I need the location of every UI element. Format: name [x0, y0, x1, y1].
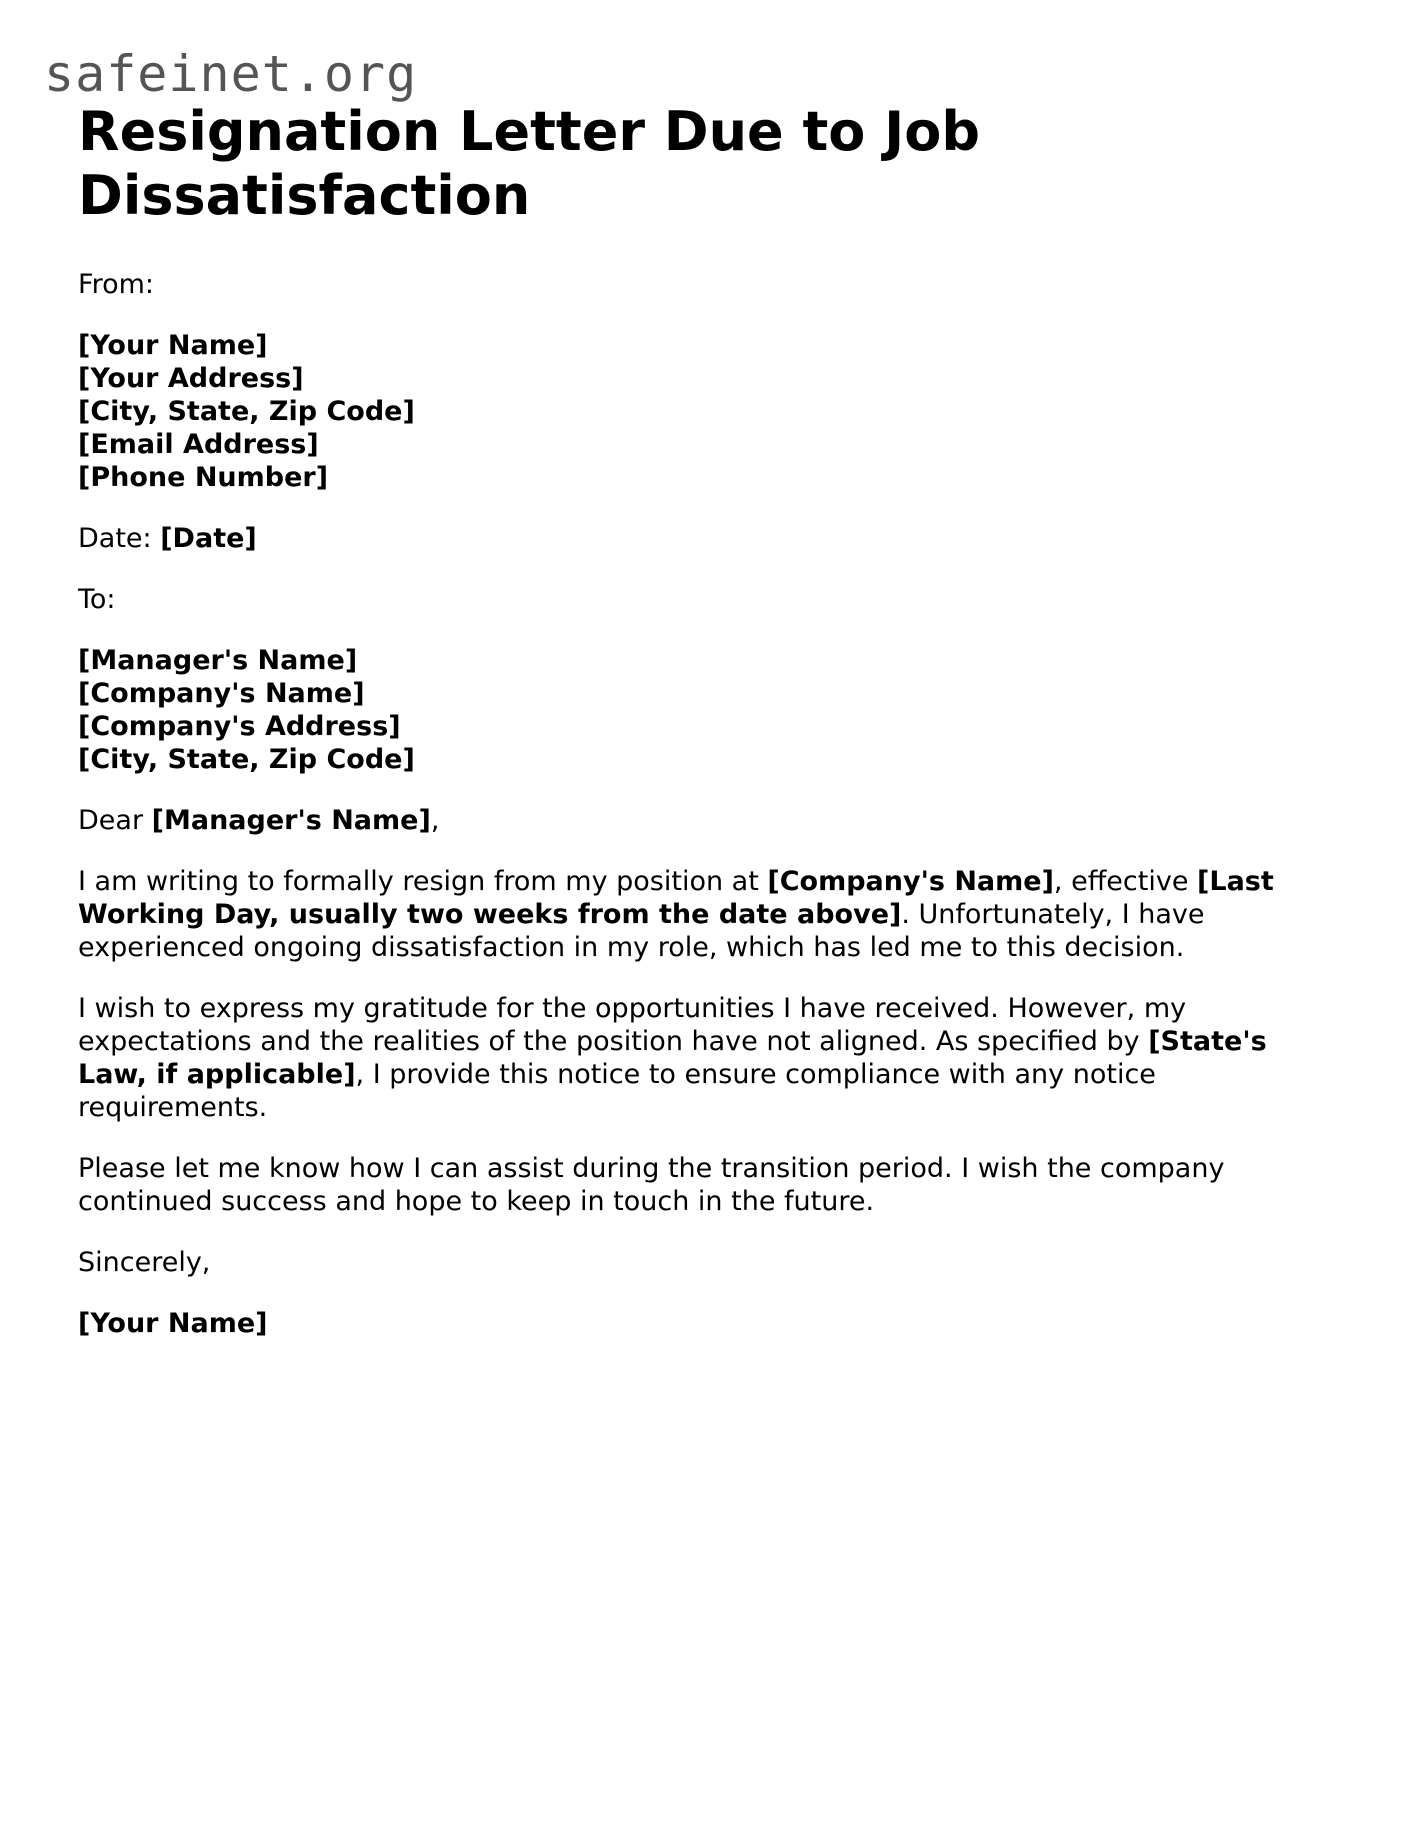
sender-name: [Your Name]: [78, 330, 268, 361]
p2-text-1: I wish to express my gratitude for the opportunities I have received. However, my expectations and the realities of the position have not aligned. As specified by: [78, 993, 1187, 1057]
paragraph-gratitude: [78, 992, 1328, 1124]
closing: Sincerely,: [78, 1247, 211, 1278]
recipient-company-name: [Company's Name]: [78, 678, 365, 709]
to-label: To:: [78, 584, 116, 615]
p2-text-2: , I provide this notice to ensure compliance with any notice requirements.: [78, 1059, 1156, 1123]
watermark: safeinet.org: [44, 45, 418, 103]
date-label: Date:: [78, 523, 161, 554]
recipient-city-state-zip: [City, State, Zip Code]: [78, 744, 415, 775]
date-value: [Date]: [160, 523, 257, 554]
paragraph-transition: Please let me know how I can assist during the transition period. I wish the company continued success and hope to keep in touch in the future.: [78, 1153, 1225, 1217]
date-line: [78, 522, 1328, 555]
p1-text-3: . Unfortunately, I have experienced ongoing dissatisfaction in my role, which has led me to this decision.: [78, 899, 1205, 963]
salutation: [78, 804, 1328, 837]
recipient-company-address: [Company's Address]: [78, 711, 401, 742]
recipient-manager-name: [Manager's Name]: [78, 645, 358, 676]
p1-last-working-day: [Last Working Day, usually two weeks from the date above]: [78, 866, 1274, 930]
signature: [Your Name]: [78, 1308, 268, 1339]
sender-block: [78, 329, 1328, 494]
salutation-prefix: Dear: [78, 805, 152, 836]
p2-state-law: [State's Law, if applicable]: [78, 1026, 1267, 1090]
p1-text-1: I am writing to formally resign from my position at: [78, 866, 768, 897]
from-label: From:: [78, 269, 154, 300]
sender-phone: [Phone Number]: [78, 462, 329, 493]
p1-company-name: [Company's Name]: [767, 866, 1054, 897]
letter-body: [78, 268, 1328, 1340]
letter: [78, 100, 1328, 1340]
sender-address: [Your Address]: [78, 363, 304, 394]
paragraph-resignation: [78, 865, 1328, 964]
sender-email: [Email Address]: [78, 429, 319, 460]
salutation-name: [Manager's Name]: [151, 805, 431, 836]
page-title: Resignation Letter Due to Job Dissatisfaction: [78, 100, 981, 227]
p1-text-2: , effective: [1053, 866, 1198, 897]
sender-city-state-zip: [City, State, Zip Code]: [78, 396, 415, 427]
recipient-block: [78, 644, 1328, 776]
salutation-suffix: ,: [430, 805, 440, 836]
